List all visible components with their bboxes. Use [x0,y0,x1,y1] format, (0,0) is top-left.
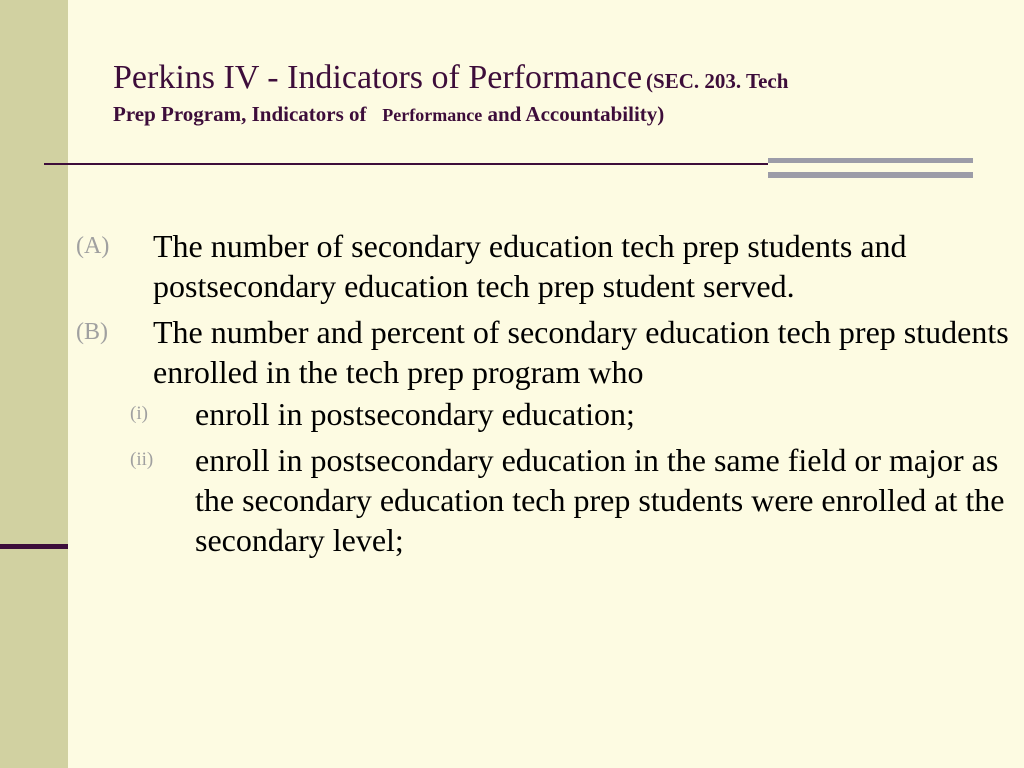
list-marker-b: (B) [76,319,108,345]
list-text-b: The number and percent of secondary education tech prep students enrolled in the tech prep program who [153,314,1009,390]
title-divider-accent-bottom [768,172,973,178]
slide-title [113,58,993,131]
title-divider [44,163,768,165]
left-accent-line [0,544,68,549]
title-divider-accent-top [768,158,973,163]
list-item-a [76,226,1016,306]
list-marker-a: (A) [76,233,110,259]
left-sidebar-bar [0,0,68,768]
sublist-item-i [130,394,1016,434]
slide-body [76,226,1016,560]
sublist-marker-i: (i) [130,403,148,424]
title-sub: (SEC. 203. Tech [646,69,789,93]
list-text-a: The number of secondary education tech prep students and postsecondary education tech prep student served. [153,228,907,304]
title-line2-part1: Prep Program, Indicators of [113,102,367,126]
title-main: Perkins IV - Indicators of Performance [113,59,643,96]
sublist-item-ii [130,440,1016,560]
sublist-marker-ii: (ii) [130,449,154,470]
sublist-text-ii: enroll in postsecondary education in the same field or major as the secondary education tech prep students were enrolled at the secondary level; [195,442,1005,558]
title-line2-small: Performance [382,105,483,125]
title-line2 [113,98,993,131]
sublist-text-i: enroll in postsecondary education; [195,396,635,432]
title-line2-part2: and Accountability) [487,102,665,126]
list-item-b [76,312,1016,392]
